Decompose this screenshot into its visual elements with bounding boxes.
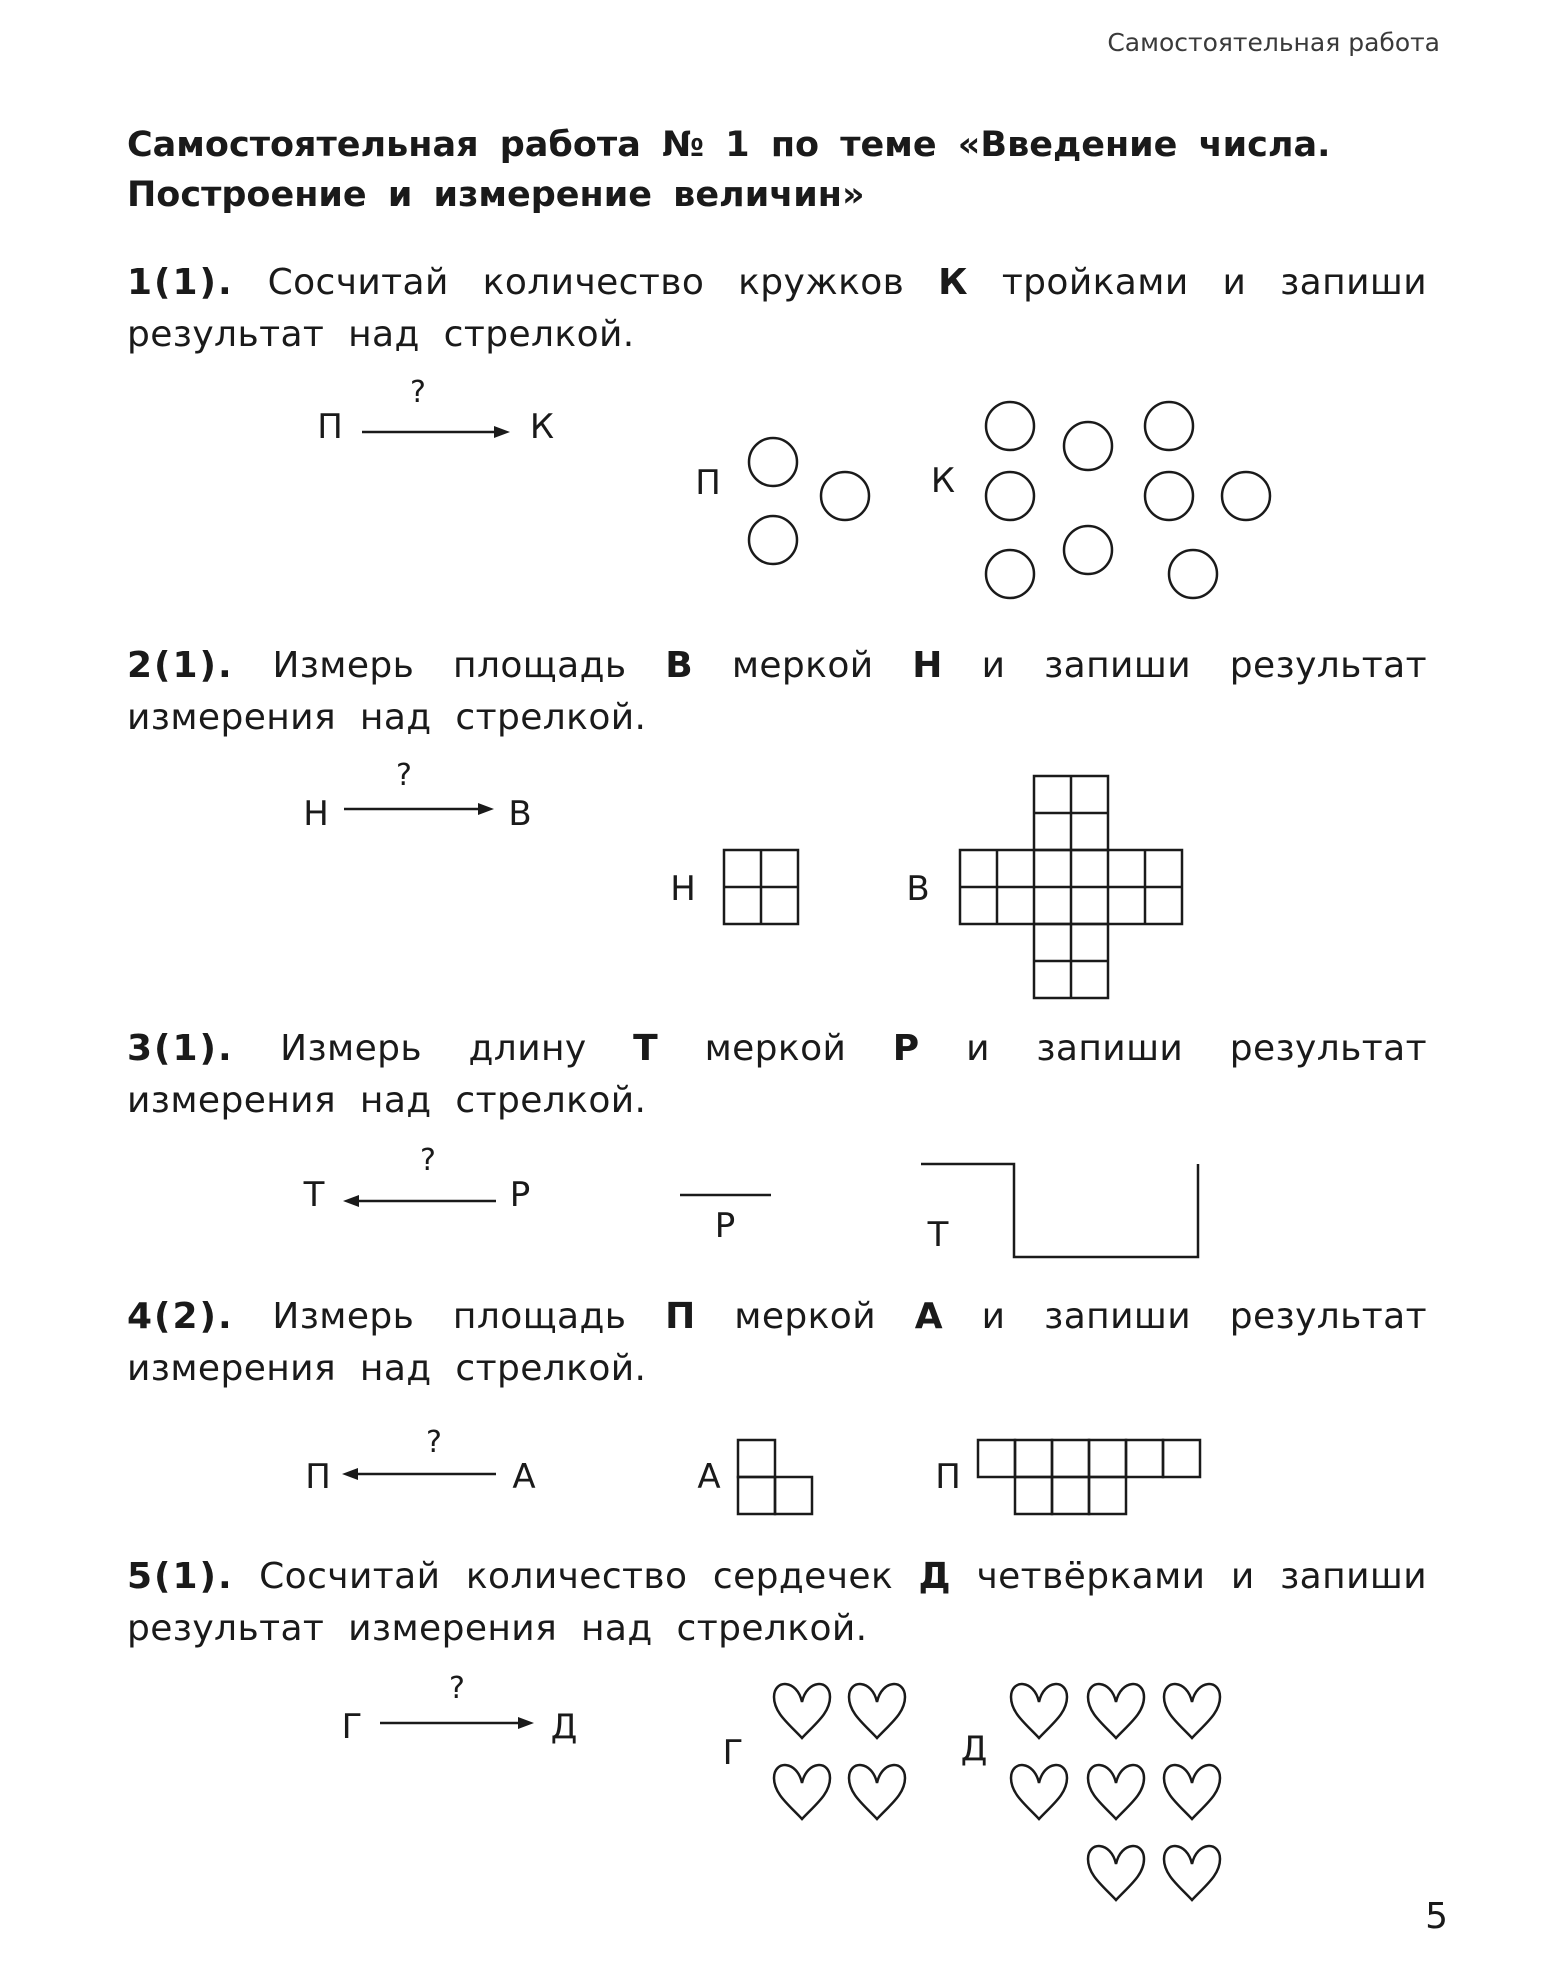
task-text-bold: Д (918, 1556, 952, 1597)
task-2-number: 2(1). (127, 645, 234, 686)
grid-cell (775, 1477, 812, 1514)
shape-label-p2: П (935, 1457, 961, 1497)
diagram-from-label: Г (341, 1707, 363, 1747)
heart (774, 1765, 830, 1819)
set-label-k: К (930, 461, 956, 501)
task-3-text (127, 1023, 1427, 1127)
task-text-bold: Т (633, 1028, 659, 1069)
task-text-part: меркой (695, 1296, 915, 1337)
task-5-arrow-diagram (342, 1671, 578, 1747)
task-2-text (127, 640, 1427, 744)
shape-label-v: В (906, 869, 930, 909)
diagram-question-mark: ? (426, 1425, 442, 1460)
grid-cell (1163, 1440, 1200, 1477)
circle (986, 402, 1034, 450)
circle (1145, 402, 1193, 450)
task-text-part: и запиши результат измерения над стрелкой. (127, 645, 1428, 738)
heart (1088, 1846, 1144, 1900)
heart (1088, 1684, 1144, 1738)
set-label-d: Д (960, 1729, 988, 1769)
task-text-part: и запиши результат измерения над стрелкой. (127, 1028, 1427, 1121)
shape-label-a: А (697, 1457, 721, 1497)
diagram-from-label: П (317, 407, 343, 447)
heart (1164, 1765, 1220, 1819)
task-text-bold: П (665, 1296, 696, 1337)
task-4-arrow-diagram (305, 1425, 535, 1497)
heart (1164, 1846, 1220, 1900)
task-text-part: четвёрками и запиши результат измерения над стрелкой. (127, 1556, 1428, 1649)
grid-cell (1015, 1440, 1052, 1477)
circle (986, 550, 1034, 598)
diagram-arrow-head (494, 426, 510, 438)
task-1-arrow-diagram (317, 375, 554, 447)
circle (1222, 472, 1270, 520)
grid-cell (1126, 1440, 1163, 1477)
set-k-circles (986, 402, 1270, 598)
diagram-to-label: Д (550, 1707, 578, 1747)
segment-label-r: Р (714, 1206, 736, 1246)
task-1-figure (0, 370, 1548, 610)
diagram-question-mark: ? (410, 375, 426, 410)
task-text-part: Сосчитай количество кружков (267, 262, 939, 303)
diagram-question-mark: ? (420, 1143, 436, 1178)
circle (986, 472, 1034, 520)
set-label-g: Г (722, 1733, 744, 1773)
heart (1088, 1765, 1144, 1819)
measure-a-shape (738, 1440, 812, 1514)
task-text-part: Измерь площадь (272, 1296, 666, 1337)
heart (1011, 1765, 1067, 1819)
set-g-hearts (774, 1684, 905, 1819)
task-4-text (127, 1291, 1427, 1395)
measure-n-grid (724, 850, 798, 924)
grid-cell (738, 1477, 775, 1514)
set-p-circles (749, 438, 869, 564)
task-text-bold: Р (892, 1028, 920, 1069)
diagram-question-mark: ? (396, 758, 412, 793)
task-text-bold: А (914, 1296, 943, 1337)
task-text-part: меркой (693, 645, 913, 686)
diagram-to-label: К (529, 407, 555, 447)
task-text-part: меркой (658, 1028, 893, 1069)
diagram-to-label: П (305, 1457, 331, 1497)
segment-label-t: Т (927, 1215, 949, 1255)
task-3-figure (0, 1140, 1548, 1270)
diagram-from-label: А (512, 1457, 536, 1497)
grid-cell (738, 1440, 775, 1477)
heart (849, 1765, 905, 1819)
page-title: Самостоятельная работа № 1 по теме «Введение числа. Построение и измерение величин» (127, 125, 1331, 215)
task-text-part: и запиши результат измерения над стрелкой. (127, 1296, 1428, 1389)
task-text-bold: К (938, 262, 968, 303)
set-label-p: П (695, 463, 721, 503)
heart (849, 1684, 905, 1738)
task-2-figure (0, 755, 1548, 1005)
task-text-part: Сосчитай количество сердечек (259, 1556, 919, 1597)
shape-label-n: Н (670, 869, 696, 909)
staircase-shape-p (978, 1440, 1200, 1514)
task-5-figure (0, 1660, 1548, 1920)
grid-cell (1089, 1477, 1126, 1514)
task-4-number: 4(2). (127, 1296, 234, 1337)
task-text-part: Измерь длину (280, 1028, 634, 1069)
circle (749, 516, 797, 564)
heart (774, 1684, 830, 1738)
set-d-hearts (1011, 1684, 1220, 1900)
cross-shape-v (960, 776, 1182, 998)
diagram-to-label: Т (303, 1175, 325, 1215)
diagram-arrow-head (518, 1717, 534, 1729)
diagram-to-label: В (508, 794, 532, 834)
task-text-part: тройками и запиши результат над стрелкой. (127, 262, 1428, 355)
circle (1169, 550, 1217, 598)
broken-line-t (921, 1164, 1198, 1257)
task-text-part: Измерь площадь (272, 645, 666, 686)
heart (1011, 1684, 1067, 1738)
task-1-text (127, 257, 1427, 361)
circle (1064, 526, 1112, 574)
task-3-number: 3(1). (127, 1028, 234, 1069)
grid-cell (1052, 1440, 1089, 1477)
circle (821, 472, 869, 520)
page-number: 5 (1425, 1896, 1448, 1937)
circle (1064, 422, 1112, 470)
task-1-number: 1(1). (127, 262, 234, 303)
circle (1145, 472, 1193, 520)
grid-cell (1015, 1477, 1052, 1514)
grid-cell (1089, 1440, 1126, 1477)
grid-cell (978, 1440, 1015, 1477)
task-5-number: 5(1). (127, 1556, 234, 1597)
task-5-text (127, 1551, 1427, 1655)
circle (749, 438, 797, 486)
running-head: Самостоятельная работа (1107, 28, 1440, 57)
task-4-figure (0, 1410, 1548, 1530)
heart (1164, 1684, 1220, 1738)
diagram-arrow-head (478, 803, 494, 815)
task-text-bold: В (665, 645, 694, 686)
diagram-question-mark: ? (449, 1671, 465, 1706)
task-text-bold: Н (912, 645, 943, 686)
grid-cell (1052, 1477, 1089, 1514)
diagram-from-label: Н (303, 794, 329, 834)
task-3-arrow-diagram (303, 1143, 531, 1215)
task-2-arrow-diagram (303, 758, 531, 834)
diagram-from-label: Р (509, 1175, 531, 1215)
